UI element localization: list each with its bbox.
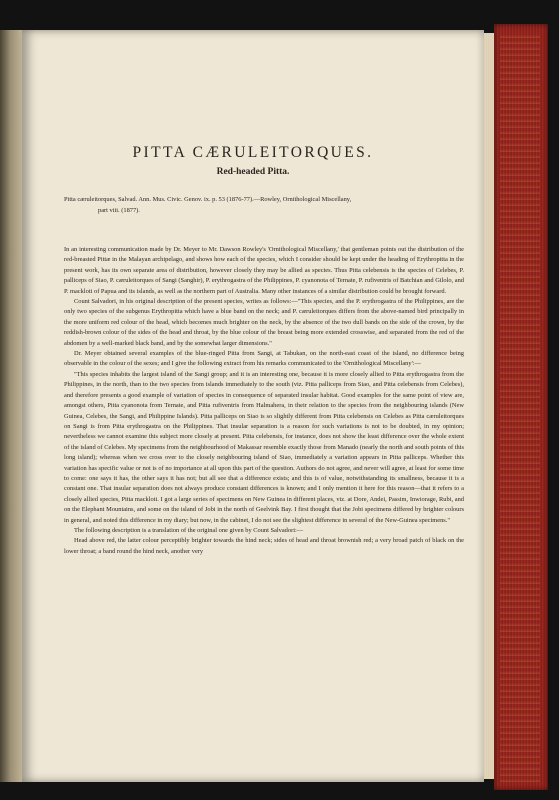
synonymy-line-1: Pitta cæruleitorques, Salvad. Ann. Mus. Civic. Genov. ix. p. 53 (1876-77).—Rowley, Ornithological Miscellany, [64,196,352,203]
paragraph: In an interesting communication made by Dr. Meyer to Mr. Dawson Rowley's 'Ornithological Miscellany,' that gentleman points out the distribution of the red-breasted Pittæ in the Malayan archipelago, and shows how each of the species, which I consider should be kept under the heading of Erythropitta in the present work, has its own separate area of distribution, however closely they may be allied as species. Thus Pitta celebensis is the species of Celebes, P. palliceps of Siao, P. cæruleitorques of Sangi (Sanghir), P. erythrogastra of the Philippines, P. cyanonota of Ternate, P. rufiventris of Batchian and Gilolo, and P. mackloti of Papua and its islands, as well as the northern part of Australia. Many other instances of a similar distribution could be brought forward. [64,246,464,295]
gilt-pattern [500,32,540,782]
body-text [64,245,464,557]
synonymy-line-2: part viii. (1877). [98,207,140,214]
paragraph: The following description is a translation of the original one given by Count Salvadori:— [74,526,304,534]
page-title: PITTA CÆRULEITORQUES. [132,144,374,161]
paragraph: Head above red, the latter colour perceptibly brighter towards the hind neck; sides of head and throat brownish red; a very broad patch of black on the lower throat; a band round the hind neck, another very [64,537,464,555]
paragraph: Dr. Meyer obtained several examples of the blue-ringed Pitta from Sangi, at Tabukan, on the north-east coast of the island, no difference being observable in the colour of the sexes; and I give the following extract from his remarks communicated to the 'Ornithological Miscellany':— [64,350,464,368]
page-stack-edge [484,33,494,779]
marbled-book-edge [494,24,548,790]
paragraph: "This species inhabits the largest island of the Sangi group; and it is an interesting one, because it is more closely allied to Pitta erythrogastra from the Philippines, in the north, than to the two species from islands immediately to the south (viz. Pitta palliceps from Siao, and Pitta celebensis from Celebes), and therefore presents a good example of variation of species in consequence of separated insular habitat. Good examples for the same point of view are, amongst others, Pitta cyanonota from Ternate, and Pitta rufiventris from Halmahera, in their relation to the species from the neighbouring islands (New Guinea, Celebes, the Sangi, and Philippine Islands). Pitta palliceps on Siao is so slightly different from Pitta celebensis on Celebes as Pitta cæruleitorques on Sangi is from Pitta erythrogastra on the Philippines. That insular separation is a reason for such variations is not to be doubted, in my opinion; nevertheless we cannot examine this subject more closely at present. Pitta celebensis, for instance, does not show the least difference over the whole extent of the island of Celebes. My specimens from the neighbourhood of Makassar resemble exactly those from Manado (nearly the north and south points of this long island); whereas when we cross over to the closely neighbouring island of Siao, immediately a variation appears in Pitta palliceps. Whether this variation has specific value or not is of no importance at all upon this part of the question. Authors do not agree, and never will agree, at least for some time to come: one says it has, the other says it has not; but all see that a difference exists; and this is of value, notwithstanding its smallness, because it is a constant one. That insular separation does not always produce constant differences is known; and I only mention it here for this reason—that it refers to a closely allied species, Pitta mackloti. I got a large series of specimens on New Guinea in different places, viz. at Dore, Andei, Passim, Inwiorage, Rubi, and on the Elephant Mountains, and some on the island of Jobi in the north of Geelvink Bay. I first thought that the Jobi specimens differed by brighter colours in general, and noted this difference in my diary; but now, in the cabinet, I do not see the slightest difference in several of the New-Guinea specimens." [64,370,464,524]
page-subtitle: Red-headed Pitta. [216,167,290,177]
paragraph: Count Salvadori, in his original description of the present species, writes as follows:—"This species, and the P. erythrogastra of the Philippines, are the only two species of the subgenus Erythropitta which have a blue band on the neck; and P. cæruleitorques differs from the above-named bird principally in the more uniform red colour of the head, which becomes much brighter on the neck, by the absence of the two dull bands on the side of the crown, by the reddish-brown colour of the sides of the head and throat, by the blue colour of the breast being more extended crosswise, and separated from the red of the abdomen by a well-marked black band, and by the somewhat larger dimensions." [64,298,464,347]
synonymy-reference [64,194,464,216]
